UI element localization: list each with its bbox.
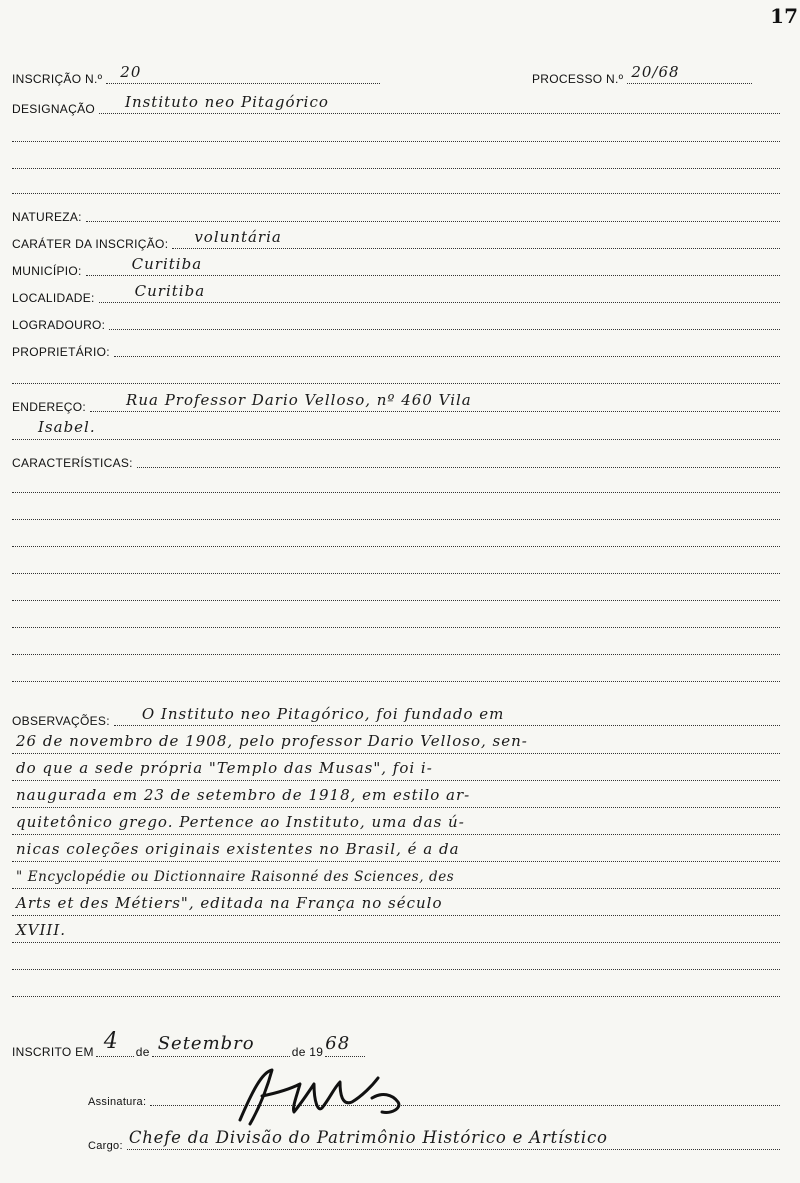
assinatura-label: Assinatura: (88, 1096, 147, 1108)
observacoes-line: naugurada em 23 de setembro de 1918, em estilo ar- (16, 786, 471, 804)
blank-line (12, 141, 780, 142)
inscrito-em-row (12, 1029, 432, 1061)
inscricao-label: INSCRIÇÃO N.º (12, 72, 103, 86)
natureza-field (12, 204, 780, 226)
cargo-label: Cargo: (88, 1140, 123, 1152)
inscrito-day: 4 (103, 1029, 119, 1054)
inscricao-value: 20 (120, 63, 142, 81)
proprietario-label: PROPRIETÁRIO: (12, 345, 110, 359)
endereco-line-2: Isabel. (38, 418, 96, 436)
designacao-value: Instituto neo Pitagórico (125, 93, 329, 111)
blank-line (12, 519, 780, 520)
observacoes-line: do que a sede própria "Templo das Musas", foi i- (16, 759, 433, 777)
observacoes-rule (12, 840, 780, 862)
observacoes-line: O Instituto neo Pitagórico, foi fundado em (141, 705, 505, 723)
observacoes-rule (12, 732, 780, 754)
observacoes-field (12, 705, 780, 730)
proprietario-field (12, 339, 780, 361)
observacoes-rule (12, 786, 780, 808)
blank-line (12, 969, 780, 970)
processo-label: PROCESSO N.º (532, 72, 624, 86)
inscricao-field (12, 63, 380, 88)
observacoes-rule (12, 759, 780, 781)
municipio-label: MUNICÍPIO: (12, 264, 82, 278)
observacoes-line: " Encyclopédie ou Dictionnaire Raisonné des Sciences, des (16, 869, 455, 885)
logradouro-label: LOGRADOURO: (12, 318, 106, 332)
designacao-label: DESIGNAÇÃO (12, 102, 96, 116)
blank-line (12, 573, 780, 574)
endereco-line-2-rule (12, 418, 780, 440)
observacoes-line: quitetônico grego. Pertence ao Instituto, uma das ú- (16, 813, 465, 831)
localidade-value: Curitiba (134, 282, 206, 300)
carater-value: voluntária (194, 228, 282, 246)
blank-line (12, 546, 780, 547)
blank-line (12, 600, 780, 601)
observacoes-rule (12, 813, 780, 835)
blank-line (12, 383, 780, 384)
inscrito-em-label: INSCRITO EM (12, 1045, 94, 1059)
caracteristicas-field (12, 450, 780, 472)
observacoes-rule (12, 894, 780, 916)
de-label: de (135, 1045, 150, 1059)
blank-line (12, 681, 780, 682)
localidade-label: LOCALIDADE: (12, 291, 95, 305)
carater-label: CARÁTER DA INSCRIÇÃO: (12, 237, 169, 251)
blank-line (12, 492, 780, 493)
observacoes-line: nicas coleções originais existentes no Brasil, é a da (16, 840, 460, 858)
endereco-label: ENDEREÇO: (12, 400, 87, 414)
natureza-label: NATUREZA: (12, 210, 82, 224)
logradouro-field (12, 312, 780, 334)
municipio-field (12, 255, 780, 280)
designacao-field (12, 93, 780, 118)
observacoes-line: XVIII. (16, 921, 67, 939)
blank-line (12, 627, 780, 628)
cargo-value: Chefe da Divisão do Patrimônio Histórico e Artístico (128, 1128, 608, 1147)
blank-line (12, 168, 780, 169)
signature-scribble (222, 1062, 452, 1130)
observacoes-label: OBSERVAÇÕES: (12, 714, 110, 728)
endereco-field (12, 391, 780, 416)
observacoes-line: 26 de novembro de 1908, pelo professor Dario Velloso, sen- (16, 732, 528, 750)
inscrito-year: 68 (325, 1033, 351, 1054)
carater-field (12, 228, 780, 253)
processo-field (532, 63, 752, 88)
processo-value: 20/68 (631, 63, 680, 81)
localidade-field (12, 282, 780, 307)
observacoes-line: Arts et des Métiers", editada na França no século (16, 894, 443, 912)
observacoes-rule (12, 869, 780, 889)
blank-line (12, 996, 780, 997)
municipio-value: Curitiba (131, 255, 203, 273)
cargo-field (88, 1128, 780, 1154)
observacoes-rule (12, 921, 780, 943)
de-19-label: de 19 (291, 1045, 324, 1059)
blank-line (12, 654, 780, 655)
caracteristicas-label: CARACTERÍSTICAS: (12, 456, 133, 470)
page-number: 17 (770, 4, 798, 28)
blank-line (12, 193, 780, 194)
inscrito-month: Setembro (157, 1033, 255, 1054)
endereco-line-1: Rua Professor Dario Velloso, nº 460 Vila (126, 391, 472, 409)
